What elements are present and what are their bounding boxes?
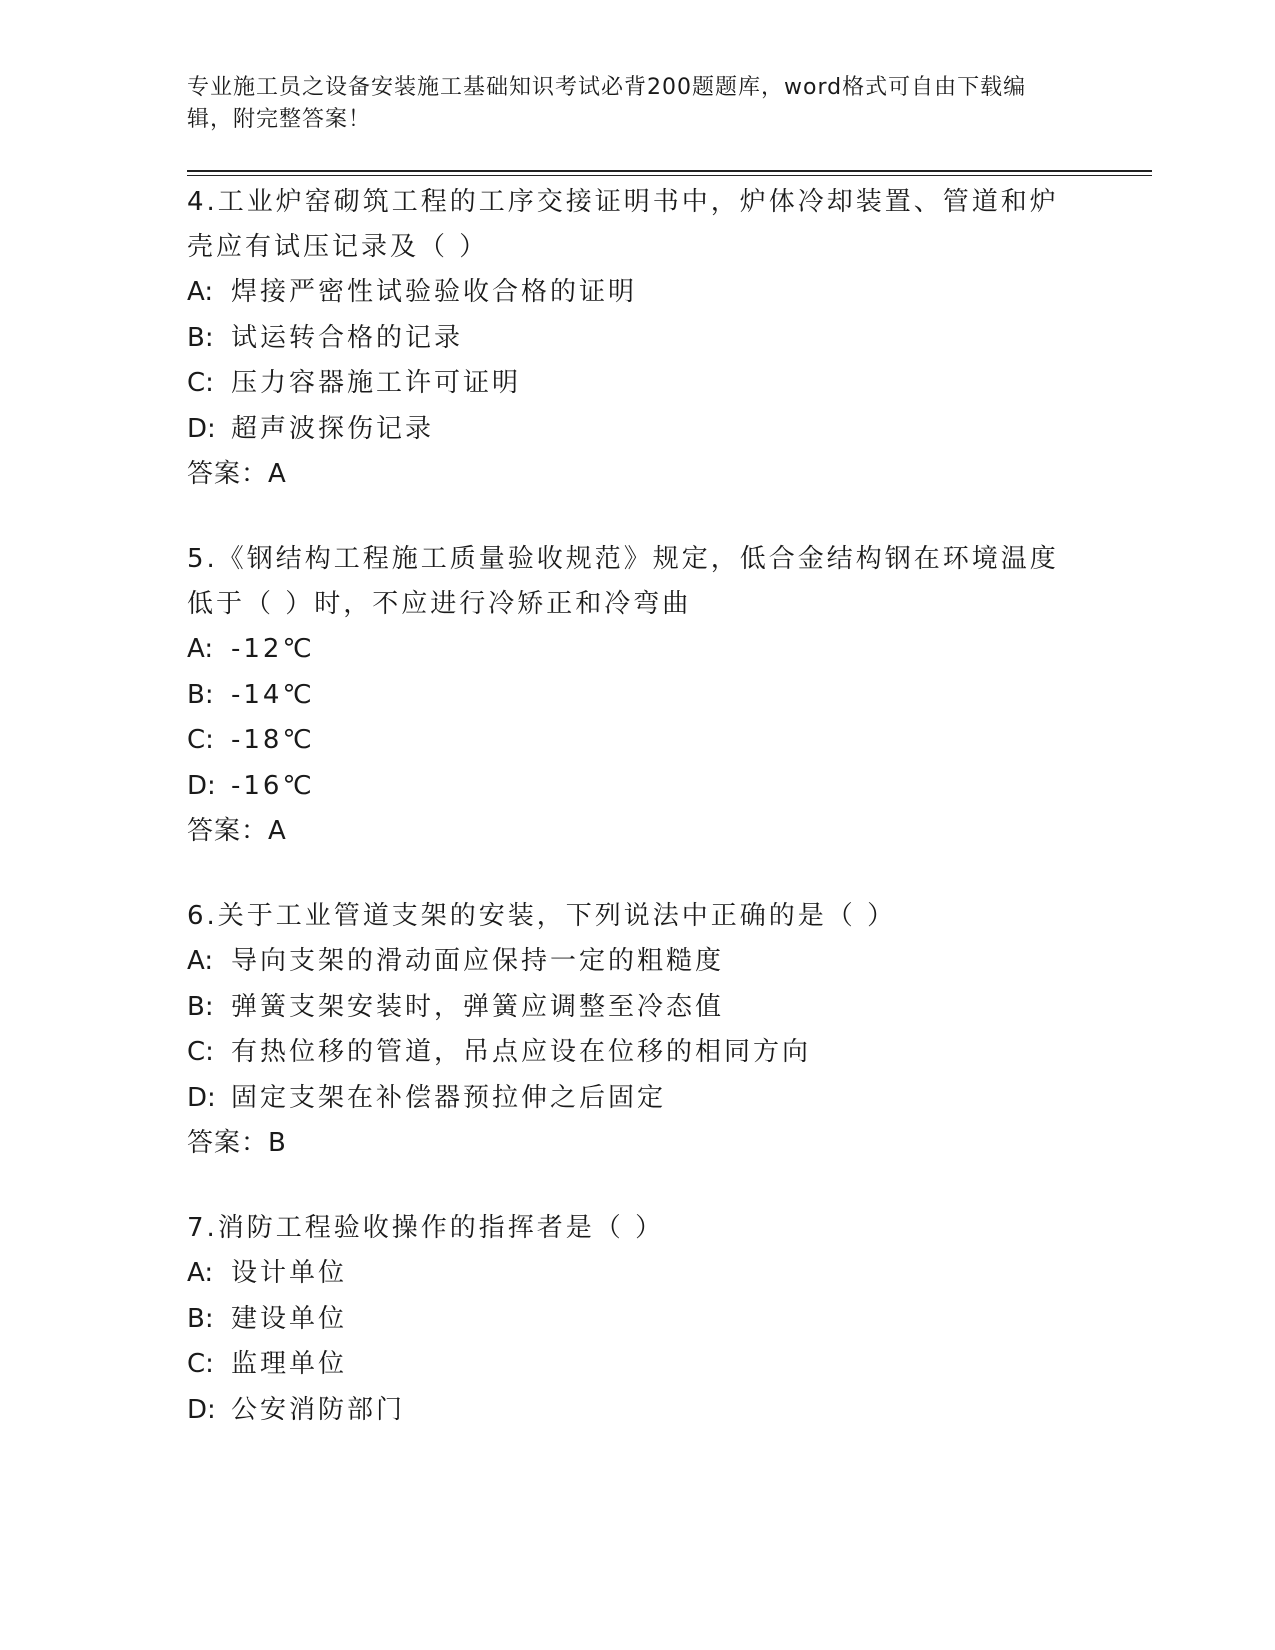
option-b: [187, 673, 1157, 719]
option-c: [187, 1342, 1157, 1388]
option-c: [187, 718, 1157, 764]
question-text: 6.关于工业管道支架的安装，下列说法中正确的是（ ）: [187, 901, 897, 931]
option-key: A:: [187, 1258, 214, 1288]
option-key: C:: [187, 1037, 214, 1067]
option-c: [187, 1030, 1157, 1076]
option-text: 超声波探伤记录: [231, 413, 435, 444]
option-text: -16℃: [231, 770, 315, 801]
question-5: [187, 537, 1157, 854]
option-text: 焊接严密性试验验收合格的证明: [231, 277, 638, 307]
option-b: [187, 1297, 1157, 1343]
option-text: 监理单位: [231, 1349, 348, 1379]
option-c: [187, 361, 1157, 407]
option-key: B:: [187, 1303, 214, 1334]
option-key: D:: [187, 1394, 216, 1425]
option-key: D:: [187, 413, 216, 444]
option-text: 固定支架在补偿器预拉伸之后固定: [231, 1082, 667, 1113]
option-a: [187, 270, 1157, 316]
question-text: 7.消防工程验收操作的指挥者是（ ）: [187, 1213, 665, 1243]
option-d: [187, 407, 1157, 453]
option-a: [187, 939, 1157, 985]
answer-line: 答案：A: [187, 459, 287, 489]
option-key: B:: [187, 991, 214, 1022]
option-text: 导向支架的滑动面应保持一定的粗糙度: [231, 946, 725, 976]
question-list: [187, 180, 1157, 1433]
option-key: D:: [187, 770, 216, 801]
question-4: [187, 180, 1157, 497]
option-key: B:: [187, 322, 214, 353]
option-text: 弹簧支架安装时，弹簧应调整至冷态值: [231, 991, 725, 1022]
question-7: [187, 1206, 1157, 1433]
option-text: 公安消防部门: [231, 1394, 406, 1425]
question-text: 4.工业炉窑砌筑工程的工序交接证明书中，炉体冷却装置、管道和炉壳应有试压记录及（ ）: [187, 187, 1059, 262]
option-d: [187, 1076, 1157, 1122]
option-key: A:: [187, 277, 214, 307]
question-text: 5.《钢结构工程施工质量验收规范》规定，低合金结构钢在环境温度低于（ ）时，不应进行冷矫正和冷弯曲: [187, 544, 1059, 619]
option-key: C:: [187, 1349, 214, 1379]
answer-line: 答案：A: [187, 816, 287, 846]
question-6: [187, 894, 1157, 1166]
option-d: [187, 764, 1157, 810]
option-text: 设计单位: [231, 1258, 348, 1288]
option-text: 压力容器施工许可证明: [231, 368, 522, 398]
header-divider: [187, 170, 1152, 176]
option-key: A:: [187, 946, 214, 976]
option-b: [187, 985, 1157, 1031]
option-b: [187, 316, 1157, 362]
option-key: C:: [187, 368, 214, 398]
option-a: [187, 627, 1157, 673]
option-text: -14℃: [231, 679, 315, 710]
answer-line: 答案：B: [187, 1128, 287, 1158]
option-a: [187, 1251, 1157, 1297]
document-header: 专业施工员之设备安装施工基础知识考试必背200题题库，word格式可自由下载编辑，附完整答案！: [187, 75, 1027, 132]
document-page: [187, 72, 1157, 1473]
option-text: -12℃: [231, 634, 315, 664]
option-text: 建设单位: [231, 1303, 348, 1334]
option-key: D:: [187, 1082, 216, 1113]
option-key: A:: [187, 634, 214, 664]
option-text: -18℃: [231, 725, 315, 755]
option-key: B:: [187, 679, 214, 710]
option-text: 试运转合格的记录: [231, 322, 464, 353]
option-key: C:: [187, 725, 214, 755]
option-d: [187, 1388, 1157, 1434]
option-text: 有热位移的管道，吊点应设在位移的相同方向: [231, 1037, 812, 1067]
